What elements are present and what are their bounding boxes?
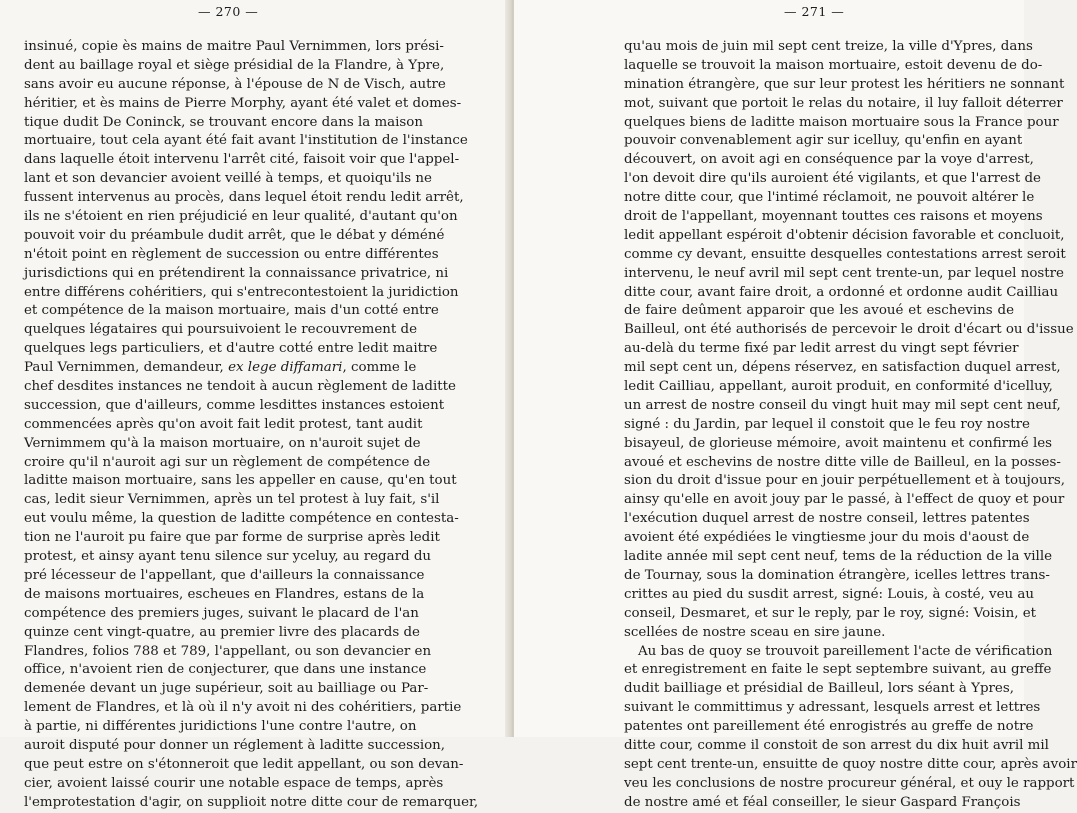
text-line: dans laquelle étoit intervenu l'arrêt cité, faisoit voir que l'appel- [24,152,460,168]
text-line: lant et son devancier avoient veillé à temps, et quoiqu'ils ne [24,171,432,187]
text-line: pouvoir convenablement agir sur icelluy, qu'enfin en ayant [624,133,1023,149]
text-line: tion ne l'auroit pu faire que par forme de surprise après ledit [24,530,440,546]
text-line: crittes au pied du susdit arrest, signé: Louis, à costé, veu au [624,586,1035,602]
text-line: eut voulu même, la question de laditte compétence en contesta- [24,511,459,527]
text-line: quelques biens de laditte maison mortuaire sous la France pour [624,114,1059,130]
text-line: de nostre amé et féal conseiller, le sieur Gaspard François [624,794,1021,810]
text-line: Au bas de quoy se trouvoit pareillement l'acte de vérification [638,643,1053,659]
text-line: dudit bailliage et présidial de Bailleul, lors séant à Ypres, [624,681,1014,697]
text-line: ditte cour, avant faire droit, a ordonné et ordonne audit Cailliau [624,284,1059,300]
text-line: que peut estre on s'étonneroit que ledit appellant, ou son devan- [24,756,464,772]
text-line: auroit disputé pour donner un réglement à laditte succession, [24,737,446,753]
text-line: avoient été expédiées le vingtiesme jour du mois d'aoust de [624,530,1030,546]
text-line: entre différens cohéritiers, qui s'entrecontestoient la juridiction [24,284,459,300]
text-line: mination étrangère, que sur leur protest les héritiers ne sonnant [624,76,1065,92]
text-line: sion du droit d'issue pour en jouir perpétuellement et à toujours, [624,473,1066,489]
text-line: chef desdites instances ne tendoit à aucun règlement de laditte [24,379,456,395]
right-page-text [624,38,1077,813]
text-line: ils ne s'étoient en rien préjudicié en leur qualité, d'autant qu'on [24,209,458,225]
text-line: demenée devant un juge supérieur, soit au bailliage ou Par- [24,681,429,697]
text-line: scellées de nostre sceau en sire jaune. [624,624,886,640]
text-line: suivant le committimus y adressant, lesquels arrest et lettres [624,700,1041,716]
text-line: quinze cent vingt-quatre, au premier livre des placards de [24,624,420,640]
text-line: de Tournay, sous la domination étrangère, icelles lettres trans- [624,567,1050,583]
text-line: Flandres, folios 788 et 789, l'appellant, ou son devancier en [24,643,432,659]
text-line: lement de Flandres, et là où il n'y avoit ni des cohéritiers, partie [24,700,462,716]
text-line: qu'au mois de juin mil sept cent treize, la ville d'Ypres, dans [624,39,1033,54]
text-line: compétence des premiers juges, suivant le placard de l'an [24,605,419,621]
right-page [514,0,1077,810]
text-line: pouvoit voir du préambule dudit arrêt, que le débat y déméné [24,227,445,243]
text-line: comme cy devant, ensuitte desquelles contestations arrest seroit [624,246,1066,262]
text-line: et enregistrement en faite le sept septembre suivant, au greffe [624,662,1052,678]
text-line: de faire deûment apparoir que les avoué et eschevins de [624,303,1014,319]
text-line: découvert, on avoit agi en conséquence par la voye d'arrest, [624,152,1034,168]
page-number-left: — 270 — [198,4,259,19]
left-page [0,0,510,810]
text-line: mot, suivant que portoit le relas du notaire, il luy falloit déterrer [624,95,1063,111]
left-page-text [24,38,479,813]
text-line: fussent intervenus au procès, dans lequel étoit rendu ledit arrêt, [24,190,464,206]
text-line: veu les conclusions de nostre procureur général, et ouy le rapport [624,775,1075,791]
text-line: ditte cour, comme il constoit de son arrest du dix huit avril mil [624,737,1049,753]
text-line: jurisdictions qui en prétendirent la connaissance privatrice, ni [24,265,449,281]
text-line: ledit appellant espéroit d'obtenir décision favorable et concluoit, [624,227,1065,243]
text-line: et compétence de la maison mortuaire, mais d'un cotté entre [24,303,439,319]
text-line: croire qu'il n'auroit agi sur un règlement de compétence de [24,454,431,470]
text-line: sept cent trente-un, ensuitte de quoy nostre ditte cour, après avoir [624,756,1077,772]
text-line: quelques légataires qui poursuivoient le recouvrement de [24,322,418,338]
text-line: conseil, Desmaret, et sur le reply, par le roy, signé: Voisin, et [624,605,1037,621]
text-line: office, n'avoient rien de conjecturer, que dans une instance [24,662,427,678]
text-line: pré lécesseur de l'appellant, que d'ailleurs la connaissance [24,567,425,583]
text-line: à partie, ni différentes juridictions l'une contre l'autre, on [24,719,417,735]
text-line: ladite année mil sept cent neuf, tems de la réduction de la ville [624,549,1053,565]
text-line: l'emprotestation d'agir, on supplioit notre ditte cour de remarquer, [24,794,479,810]
text-line: commencées après qu'on avoit fait ledit protest, tant audit [24,416,423,432]
text-line: un arrest de nostre conseil du vingt huit may mil sept cent neuf, [624,397,1061,413]
text-line: Bailleul, ont été authorisés de percevoir le droit d'écart ou d'issue [624,322,1074,338]
text-line: patentes ont pareillement été enrogistrés au greffe de notre [624,719,1034,735]
text-line: bisayeul, de glorieuse mémoire, avoit maintenu et confirmé les [624,435,1053,451]
text-line: cier, avoient laissé courir une notable espace de temps, après [24,775,444,791]
text-line: tique dudit De Coninck, se trouvant encore dans la maison [24,114,423,130]
text-line: cas, ledit sieur Vernimmen, après un tel protest à luy fait, s'il [24,492,440,508]
text-line: ledit Cailliau, appellant, auroit produit, en conformité d'icelluy, [624,379,1053,395]
text-line: de maisons mortuaires, escheues en Flandres, estans de la [24,586,425,602]
page-number-right: — 271 — [784,4,845,19]
text-line: quelques legs particuliers, et d'autre cotté entre ledit maitre [24,341,438,357]
text-line: Vernimmem qu'à la maison mortuaire, on n'auroit sujet de [24,435,421,451]
text-line: succession, que d'ailleurs, comme lesdittes instances estoient [24,397,445,413]
text-line: avoué et eschevins de nostre ditte ville de Bailleul, en la posses- [624,454,1061,470]
text-line: sans avoir eu aucune réponse, à l'épouse de N de Visch, autre [24,76,446,92]
text-line: au-delà du terme fixé par ledit arrest du vingt sept février [624,341,1019,357]
text-line: dent au baillage royal et siège présidial de la Flandre, à Ypre, [24,57,445,73]
text-line: mil sept cent un, dépens réservez, en satisfaction duquel arrest, [624,360,1061,376]
text-line: protest, et ainsy ayant tenu silence sur yceluy, au regard du [24,549,432,565]
text-line: l'exécution duquel arrest de nostre conseil, lettres patentes [624,511,1030,527]
text-line: notre ditte cour, que l'intimé réclamoit, ne pouvoit altérer le [624,190,1035,206]
text-line: droit de l'appellant, moyennant touttes ces raisons et moyens [624,209,1043,225]
text-line: laquelle se trouvoit la maison mortuaire, estoit devenu de do- [624,57,1043,73]
text-line: l'on devoit dire qu'ils auroient été vigilants, et que l'arrest de [624,171,1041,187]
text-line: insinué, copie ès mains de maitre Paul Vernimmen, lors prési- [24,39,444,54]
text-line: intervenu, le neuf avril mil sept cent trente-un, par lequel nostre [624,265,1064,281]
text-line: ainsy qu'elle en avoit jouy par le passé, à l'effect de quoy et pour [624,492,1065,508]
text-line: laditte maison mortuaire, sans les appeller en cause, qu'en tout [24,473,457,489]
text-line: héritier, et ès mains de Pierre Morphy, ayant été valet et domes- [24,95,462,111]
text-line: n'étoit point en règlement de succession ou entre différentes [24,246,439,262]
text-line: Paul Vernimmen, demandeur, ex lege diffamari, comme le [24,360,417,376]
text-line: mortuaire, tout cela ayant été fait avant l'institution de l'instance [24,133,468,149]
text-line: signé : du Jardin, par lequel il constoit que le feu roy nostre [624,416,1030,432]
